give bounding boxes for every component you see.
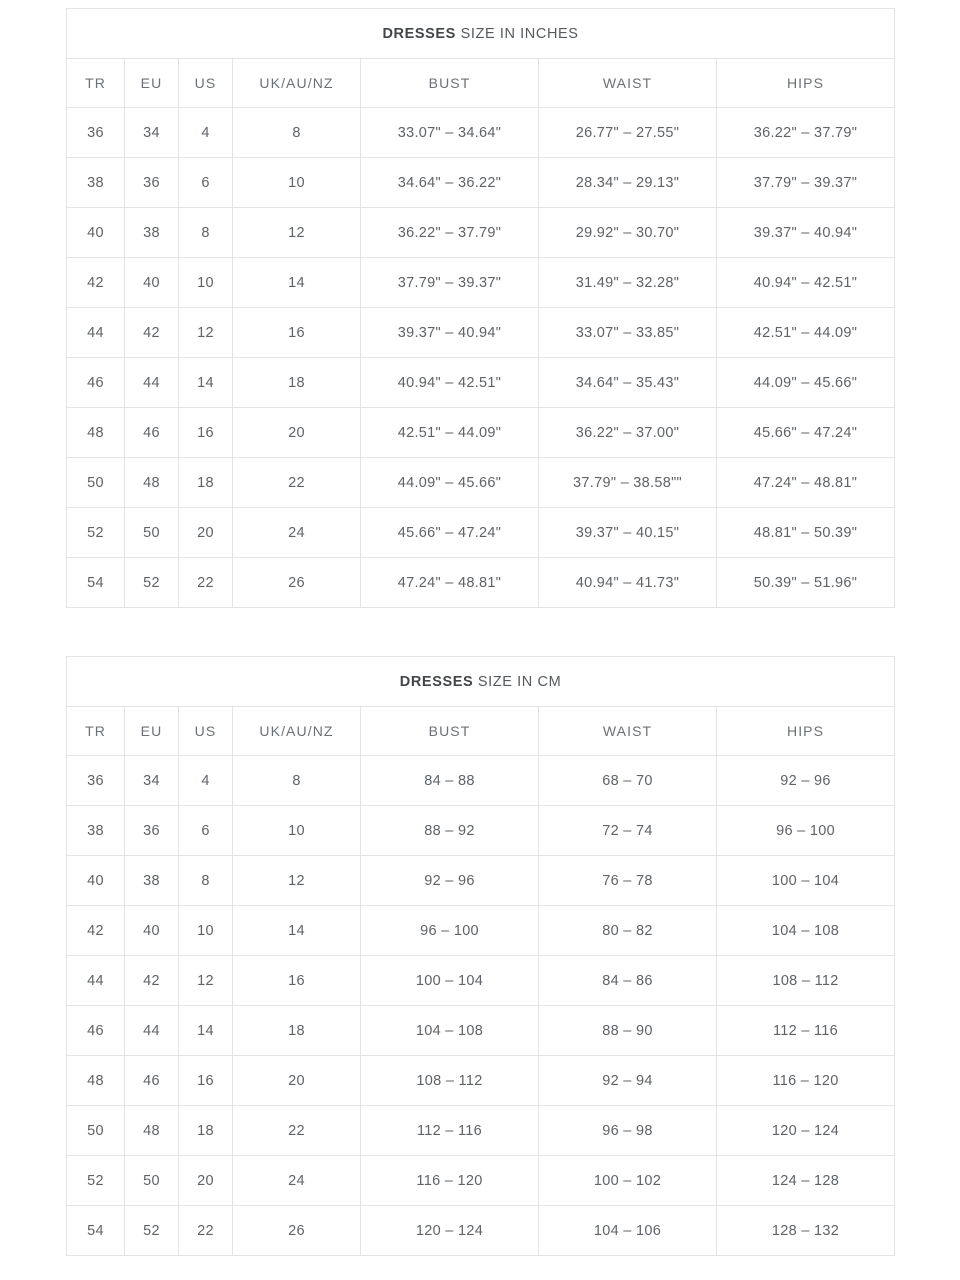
cell-bust: 108 – 112 — [361, 1056, 539, 1106]
cell-uk: 20 — [233, 1056, 361, 1106]
size-table-cm — [66, 656, 895, 1256]
cell-bust: 112 – 116 — [361, 1106, 539, 1156]
cell-waist: 76 – 78 — [539, 856, 717, 906]
caption-rest: SIZE IN INCHES — [455, 25, 579, 42]
cell-bust: 34.64" – 36.22" — [361, 158, 539, 208]
cell-tr: 48 — [67, 1056, 125, 1106]
cell-eu: 48 — [125, 458, 179, 508]
cell-bust: 37.79" – 39.37" — [361, 258, 539, 308]
table-row — [67, 508, 895, 558]
cell-eu: 44 — [125, 1006, 179, 1056]
cell-tr: 54 — [67, 1206, 125, 1256]
column-header-eu: EU — [125, 707, 179, 756]
cell-hips: 104 – 108 — [717, 906, 895, 956]
cell-tr: 42 — [67, 258, 125, 308]
table-row — [67, 1006, 895, 1056]
cell-bust: 39.37" – 40.94" — [361, 308, 539, 358]
cell-eu: 38 — [125, 208, 179, 258]
cell-bust: 45.66" – 47.24" — [361, 508, 539, 558]
table-row — [67, 158, 895, 208]
cell-tr: 48 — [67, 408, 125, 458]
cell-tr: 54 — [67, 558, 125, 608]
cell-uk: 16 — [233, 956, 361, 1006]
cell-hips: 39.37" – 40.94" — [717, 208, 895, 258]
cell-waist: 40.94" – 41.73" — [539, 558, 717, 608]
cell-eu: 36 — [125, 806, 179, 856]
column-header-hips: HIPS — [717, 59, 895, 108]
cell-tr: 44 — [67, 956, 125, 1006]
cell-hips: 112 – 116 — [717, 1006, 895, 1056]
column-header-eu: EU — [125, 59, 179, 108]
cell-waist: 104 – 106 — [539, 1206, 717, 1256]
cell-bust: 104 – 108 — [361, 1006, 539, 1056]
cell-waist: 96 – 98 — [539, 1106, 717, 1156]
cell-hips: 120 – 124 — [717, 1106, 895, 1156]
cell-bust: 40.94" – 42.51" — [361, 358, 539, 408]
cell-uk: 14 — [233, 906, 361, 956]
table-row — [67, 258, 895, 308]
cell-us: 6 — [179, 806, 233, 856]
cell-tr: 36 — [67, 108, 125, 158]
cell-uk: 24 — [233, 508, 361, 558]
table-row — [67, 956, 895, 1006]
cell-waist: 100 – 102 — [539, 1156, 717, 1206]
cell-waist: 72 – 74 — [539, 806, 717, 856]
cell-waist: 33.07" – 33.85" — [539, 308, 717, 358]
cell-us: 22 — [179, 1206, 233, 1256]
column-header-waist: WAIST — [539, 59, 717, 108]
cell-tr: 52 — [67, 1156, 125, 1206]
cell-eu: 40 — [125, 906, 179, 956]
cell-tr: 38 — [67, 806, 125, 856]
cell-eu: 42 — [125, 308, 179, 358]
cell-bust: 42.51" – 44.09" — [361, 408, 539, 458]
caption-rest: SIZE IN CM — [473, 673, 562, 690]
cell-waist: 36.22" – 37.00" — [539, 408, 717, 458]
table-row — [67, 558, 895, 608]
cell-waist: 92 – 94 — [539, 1056, 717, 1106]
cell-uk: 8 — [233, 756, 361, 806]
cell-bust: 33.07" – 34.64" — [361, 108, 539, 158]
cell-eu: 50 — [125, 1156, 179, 1206]
cell-uk: 10 — [233, 806, 361, 856]
cell-tr: 36 — [67, 756, 125, 806]
cell-us: 16 — [179, 1056, 233, 1106]
cell-us: 18 — [179, 1106, 233, 1156]
cell-us: 4 — [179, 108, 233, 158]
column-header-tr: TR — [67, 59, 125, 108]
cell-hips: 96 – 100 — [717, 806, 895, 856]
cell-bust: 47.24" – 48.81" — [361, 558, 539, 608]
cell-uk: 26 — [233, 558, 361, 608]
table-row — [67, 208, 895, 258]
column-header-uk-au-nz: UK/AU/NZ — [233, 707, 361, 756]
cell-tr: 40 — [67, 856, 125, 906]
cell-bust: 120 – 124 — [361, 1206, 539, 1256]
cell-us: 16 — [179, 408, 233, 458]
cell-bust: 96 – 100 — [361, 906, 539, 956]
cell-hips: 92 – 96 — [717, 756, 895, 806]
cell-hips: 44.09" – 45.66" — [717, 358, 895, 408]
cell-eu: 42 — [125, 956, 179, 1006]
cell-tr: 52 — [67, 508, 125, 558]
cell-us: 6 — [179, 158, 233, 208]
cell-waist: 28.34" – 29.13" — [539, 158, 717, 208]
table-row — [67, 906, 895, 956]
cell-bust: 84 – 88 — [361, 756, 539, 806]
cell-waist: 84 – 86 — [539, 956, 717, 1006]
cell-uk: 14 — [233, 258, 361, 308]
cell-us: 20 — [179, 508, 233, 558]
cell-hips: 42.51" – 44.09" — [717, 308, 895, 358]
column-header-us: US — [179, 59, 233, 108]
cell-bust: 100 – 104 — [361, 956, 539, 1006]
table-caption-row — [67, 657, 895, 707]
cell-waist: 26.77" – 27.55" — [539, 108, 717, 158]
cell-waist: 37.79" – 38.58"" — [539, 458, 717, 508]
cell-hips: 100 – 104 — [717, 856, 895, 906]
cell-us: 4 — [179, 756, 233, 806]
table-header-row — [67, 59, 895, 108]
caption-strong: DRESSES — [382, 25, 456, 42]
cell-eu: 52 — [125, 1206, 179, 1256]
table-row — [67, 458, 895, 508]
cell-tr: 50 — [67, 1106, 125, 1156]
cell-uk: 24 — [233, 1156, 361, 1206]
table-row — [67, 1056, 895, 1106]
cell-hips: 37.79" – 39.37" — [717, 158, 895, 208]
cell-uk: 16 — [233, 308, 361, 358]
cell-hips: 47.24" – 48.81" — [717, 458, 895, 508]
cell-us: 8 — [179, 208, 233, 258]
table-row — [67, 1106, 895, 1156]
cell-bust: 44.09" – 45.66" — [361, 458, 539, 508]
cell-uk: 20 — [233, 408, 361, 458]
cell-waist: 68 – 70 — [539, 756, 717, 806]
cell-hips: 128 – 132 — [717, 1206, 895, 1256]
cell-us: 8 — [179, 856, 233, 906]
table-row — [67, 856, 895, 906]
cell-us: 22 — [179, 558, 233, 608]
cell-tr: 40 — [67, 208, 125, 258]
caption-strong: DRESSES — [399, 673, 474, 690]
cell-us: 10 — [179, 258, 233, 308]
cell-eu: 46 — [125, 408, 179, 458]
cell-tr: 46 — [67, 358, 125, 408]
table-header-row — [67, 707, 895, 756]
cell-eu: 44 — [125, 358, 179, 408]
cell-us: 18 — [179, 458, 233, 508]
cell-tr: 46 — [67, 1006, 125, 1056]
cell-us: 14 — [179, 1006, 233, 1056]
cell-waist: 31.49" – 32.28" — [539, 258, 717, 308]
cell-hips: 108 – 112 — [717, 956, 895, 1006]
cell-hips: 124 – 128 — [717, 1156, 895, 1206]
column-header-tr: TR — [67, 707, 125, 756]
cell-uk: 22 — [233, 1106, 361, 1156]
cell-us: 10 — [179, 906, 233, 956]
cell-waist: 80 – 82 — [539, 906, 717, 956]
cell-eu: 34 — [125, 756, 179, 806]
cell-waist: 34.64" – 35.43" — [539, 358, 717, 408]
cell-uk: 22 — [233, 458, 361, 508]
cell-uk: 8 — [233, 108, 361, 158]
cell-tr: 42 — [67, 906, 125, 956]
column-header-us: US — [179, 707, 233, 756]
cell-waist: 29.92" – 30.70" — [539, 208, 717, 258]
table-row — [67, 408, 895, 458]
cell-tr: 44 — [67, 308, 125, 358]
cell-waist: 39.37" – 40.15" — [539, 508, 717, 558]
cell-hips: 40.94" – 42.51" — [717, 258, 895, 308]
cell-eu: 40 — [125, 258, 179, 308]
cell-hips: 48.81" – 50.39" — [717, 508, 895, 558]
table-row — [67, 806, 895, 856]
cell-uk: 10 — [233, 158, 361, 208]
cell-uk: 12 — [233, 856, 361, 906]
column-header-bust: BUST — [361, 707, 539, 756]
table-row — [67, 108, 895, 158]
cell-hips: 45.66" – 47.24" — [717, 408, 895, 458]
size-table-inches — [66, 8, 895, 608]
cell-bust: 88 – 92 — [361, 806, 539, 856]
cell-eu: 36 — [125, 158, 179, 208]
cell-hips: 116 – 120 — [717, 1056, 895, 1106]
cell-uk: 26 — [233, 1206, 361, 1256]
cell-us: 12 — [179, 308, 233, 358]
table-row — [67, 1206, 895, 1256]
cell-bust: 36.22" – 37.79" — [361, 208, 539, 258]
column-header-bust: BUST — [361, 59, 539, 108]
table-caption-row — [67, 9, 895, 59]
cell-uk: 18 — [233, 358, 361, 408]
cell-uk: 12 — [233, 208, 361, 258]
table-row — [67, 1156, 895, 1206]
table-caption — [67, 657, 895, 707]
cell-bust: 116 – 120 — [361, 1156, 539, 1206]
cell-us: 12 — [179, 956, 233, 1006]
cell-tr: 50 — [67, 458, 125, 508]
cell-eu: 46 — [125, 1056, 179, 1106]
cell-eu: 52 — [125, 558, 179, 608]
cell-eu: 48 — [125, 1106, 179, 1156]
cell-bust: 92 – 96 — [361, 856, 539, 906]
cell-uk: 18 — [233, 1006, 361, 1056]
column-header-hips: HIPS — [717, 707, 895, 756]
cell-tr: 38 — [67, 158, 125, 208]
table-row — [67, 358, 895, 408]
table-row — [67, 308, 895, 358]
cell-waist: 88 – 90 — [539, 1006, 717, 1056]
column-header-uk-au-nz: UK/AU/NZ — [233, 59, 361, 108]
table-caption — [67, 9, 895, 59]
cell-eu: 34 — [125, 108, 179, 158]
cell-eu: 50 — [125, 508, 179, 558]
cell-us: 20 — [179, 1156, 233, 1206]
table-row — [67, 756, 895, 806]
column-header-waist: WAIST — [539, 707, 717, 756]
cell-hips: 50.39" – 51.96" — [717, 558, 895, 608]
cell-eu: 38 — [125, 856, 179, 906]
cell-hips: 36.22" – 37.79" — [717, 108, 895, 158]
cell-us: 14 — [179, 358, 233, 408]
